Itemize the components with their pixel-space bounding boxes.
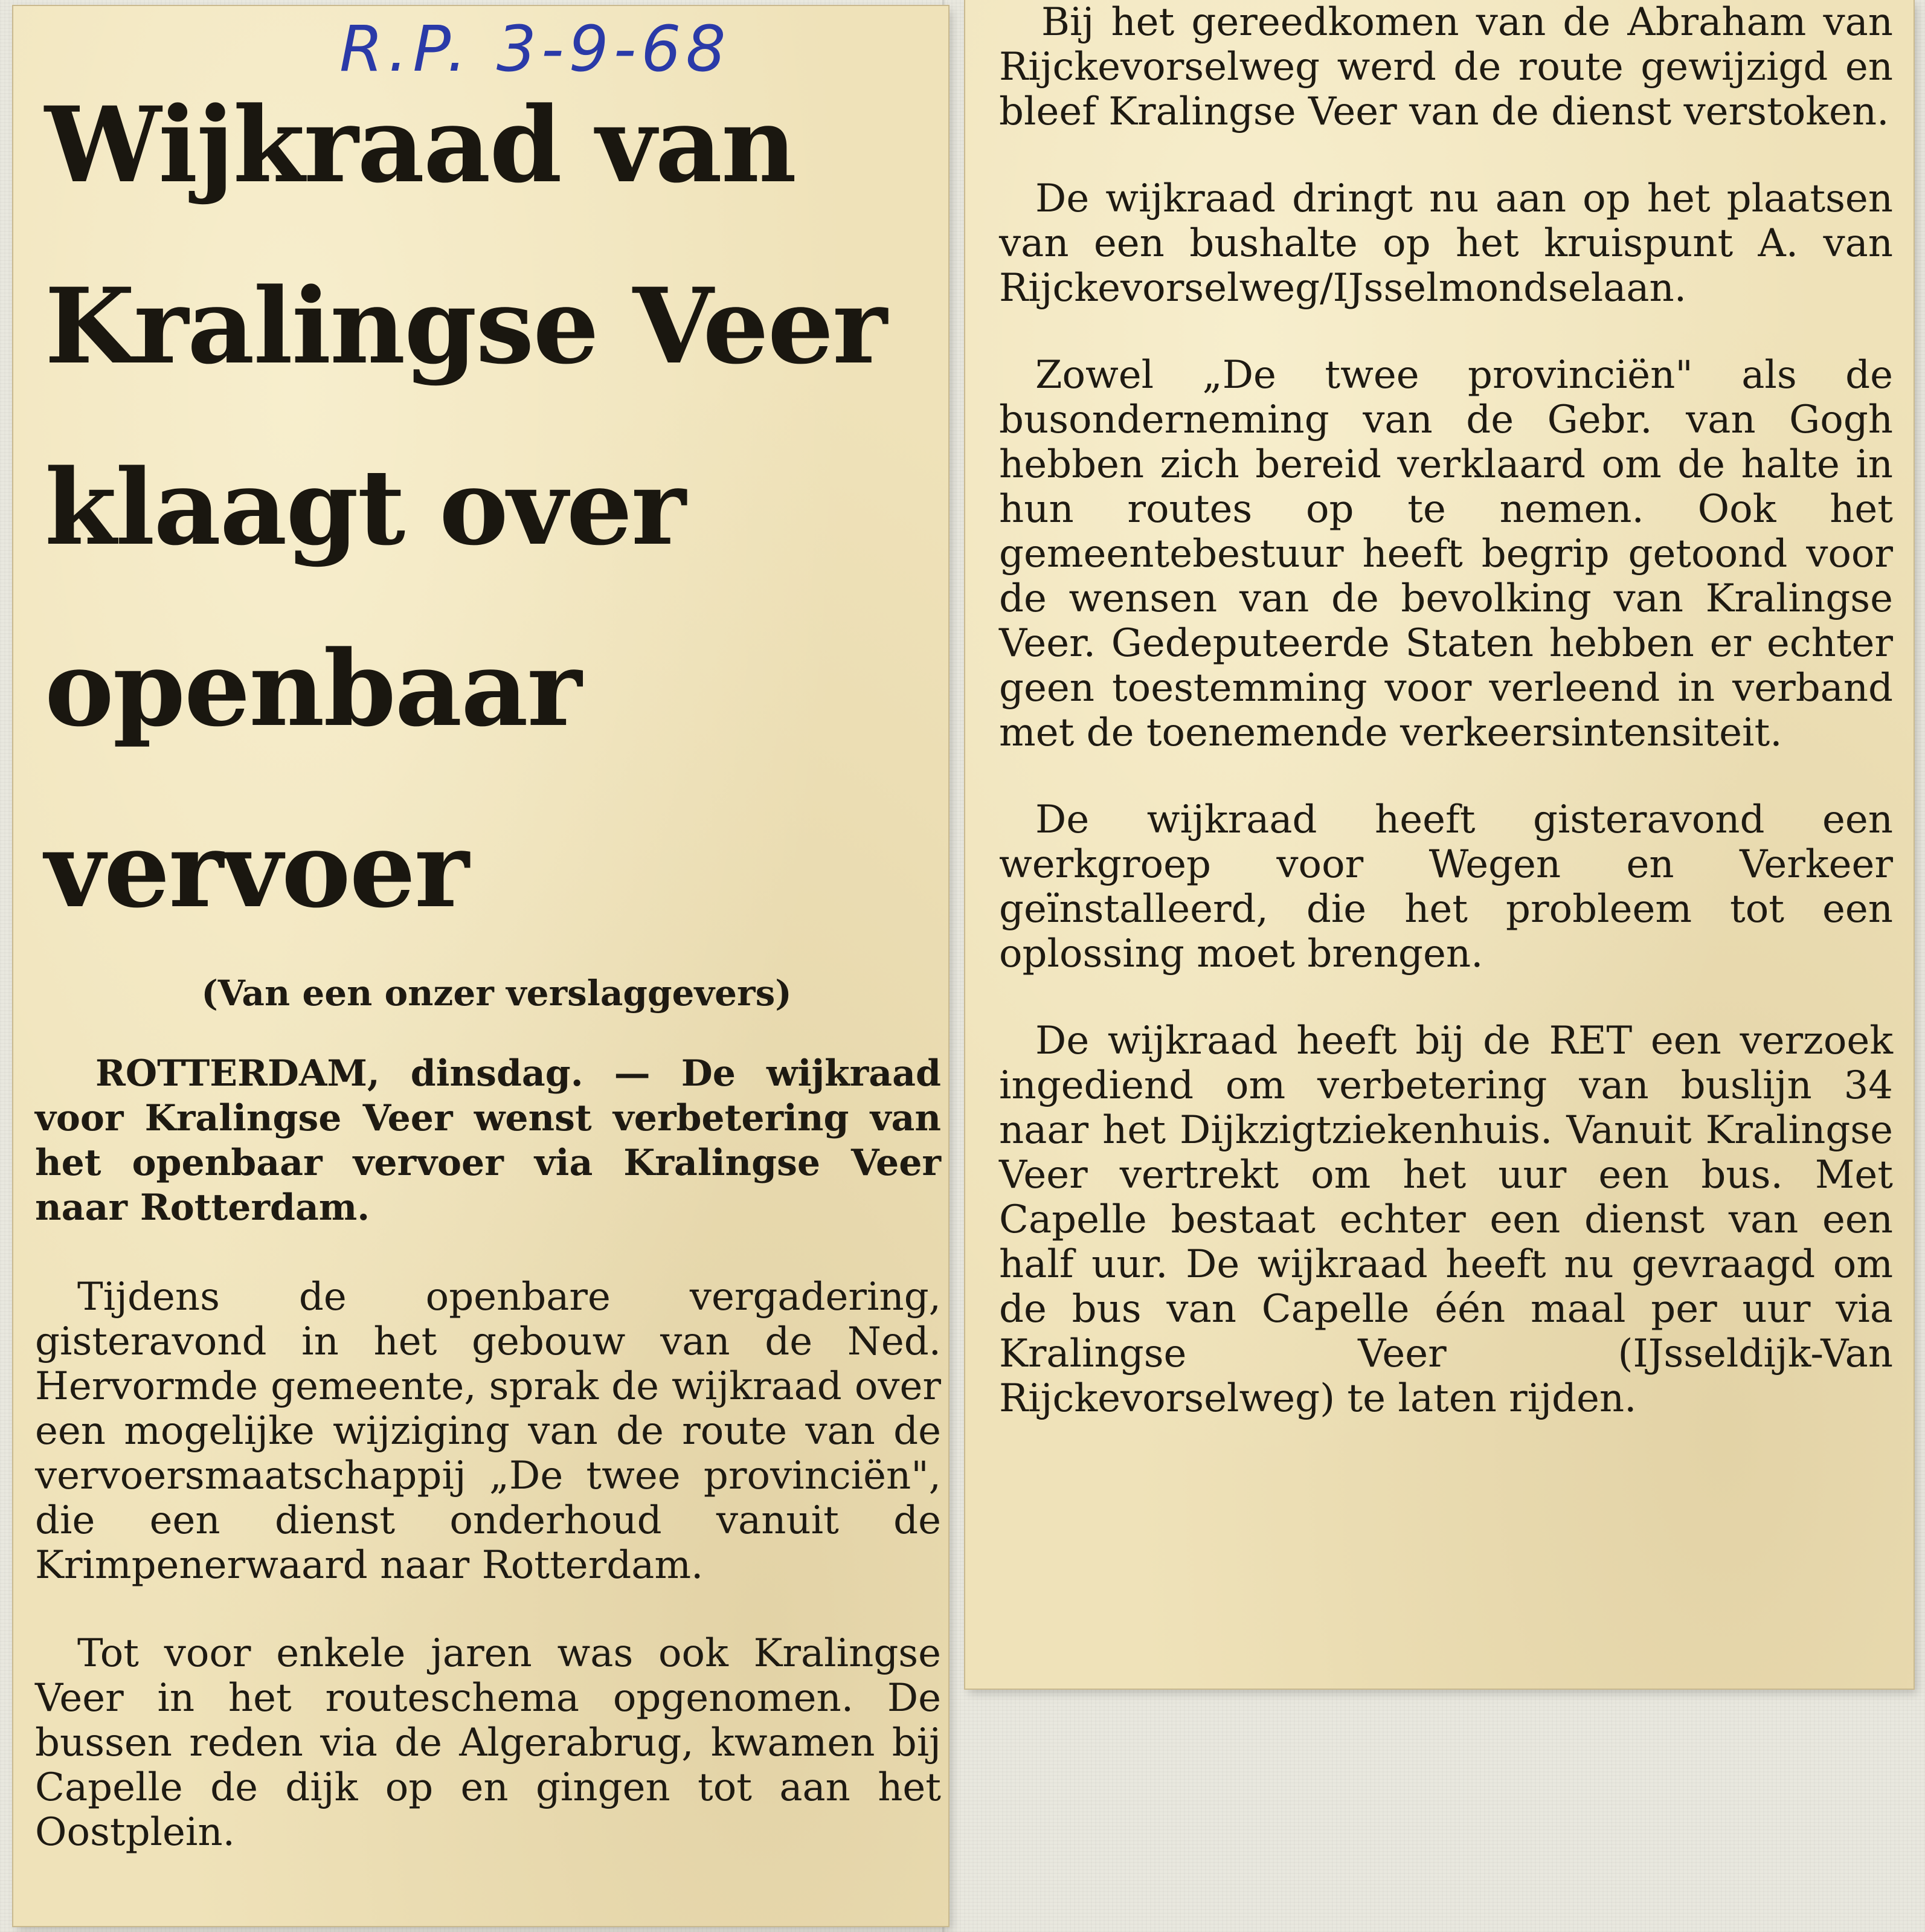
headline-line: vervoer bbox=[45, 808, 468, 931]
handwritten-date: R.P. 3-9-68 bbox=[339, 12, 731, 86]
headline-line: openbaar bbox=[45, 627, 581, 750]
newspaper-clipping-left bbox=[13, 6, 948, 1926]
right-column-body bbox=[999, 0, 1893, 1421]
headline-line: Kralingse Veer bbox=[45, 265, 886, 387]
headline bbox=[45, 54, 914, 961]
newspaper-clipping-right bbox=[965, 0, 1914, 1689]
body-paragraph: Zowel „De twee provinciën" als de busonderneming van de Gebr. van Gogh hebben zich bereid verklaard om de halte in hun routes op te nemen. Ook het gemeentebestuur heeft begrip getoond voor de wensen van de bevolking van Kralingse Veer. Gedeputeerde Staten hebben er echter geen toestemming voor verleend in verband met de toenemende verkeersintensiteit. bbox=[999, 353, 1893, 755]
byline: (Van een onzer verslaggevers) bbox=[201, 973, 792, 1014]
intro-paragraph: ROTTERDAM, dinsdag. — De wijkraad voor Kralingse Veer wenst verbetering van het openbaar vervoer via Kralingse Veer naar Rotterdam. bbox=[35, 1052, 941, 1229]
body-paragraph: Bij het gereedkomen van de Abraham van Rijckevorselweg werd de route gewijzigd en bleef Kralingse Veer van de dienst verstoken. bbox=[999, 0, 1893, 134]
body-paragraph: Tijdens de openbare vergadering, gisteravond in het gebouw van de Ned. Hervormde gemeente, sprak de wijkraad over een mogelijke wijziging van de route van de vervoersmaatschappij „De twee provinciën", die een dienst onderhoud vanuit de Krimpenerwaard naar Rotterdam. bbox=[35, 1275, 941, 1588]
body-paragraph: De wijkraad heeft gisteravond een werkgroep voor Wegen en Verkeer geïnstalleerd, die het probleem tot een oplossing moet brengen. bbox=[999, 797, 1893, 976]
body-paragraph: Tot voor enkele jaren was ook Kralingse Veer in het routeschema opgenomen. De bussen reden via de Algerabrug, kwamen bij Capelle de dijk op en gingen tot aan het Oostplein. bbox=[35, 1631, 941, 1855]
headline-line: Wijkraad van bbox=[45, 83, 795, 206]
left-column-body bbox=[35, 1275, 941, 1855]
body-paragraph: De wijkraad heeft bij de RET een verzoek ingediend om verbetering van buslijn 34 naar het Dijkzigtziekenhuis. Vanuit Kralingse Veer vertrekt om het uur een bus. Met Capelle bestaat echter een dienst van een half uur. De wijkraad heeft nu gevraagd om de bus van Capelle één maal per uur via Kralingse Veer (IJsseldijk-Van Rijckevorselweg) te laten rijden. bbox=[999, 1019, 1893, 1421]
headline-line: klaagt over bbox=[45, 446, 685, 568]
body-paragraph: De wijkraad dringt nu aan op het plaatsen van een bushalte op het kruispunt A. van Rijckevorselweg/IJsselmondselaan. bbox=[999, 176, 1893, 311]
